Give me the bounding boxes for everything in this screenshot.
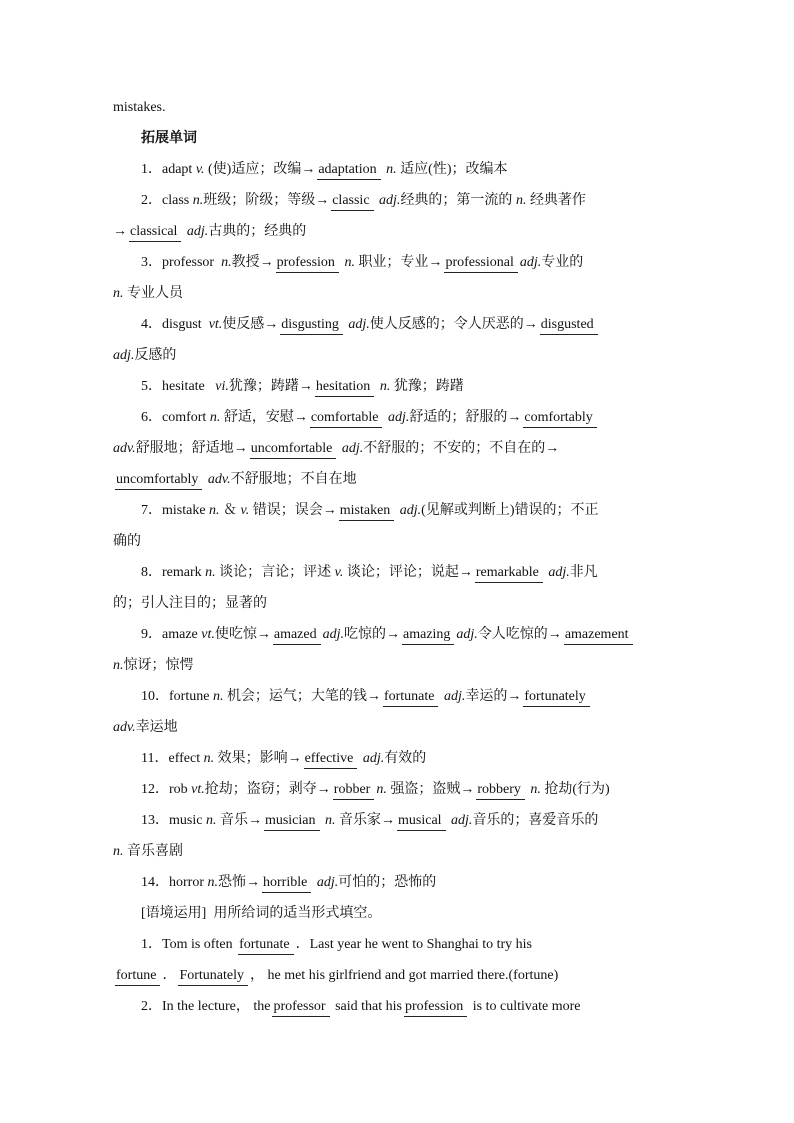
vocab-entry-7: 7．mistake n. ＆ v. 错误；误会→ mistaken adj.(见解或判断上)错误的；不正 确的 — [113, 503, 599, 549]
vocab-entry-4: 4．disgust vt.使反感→ disgusting adj.使人反感的；令人厌恶的→ disgusted adj.反感的 — [113, 309, 685, 371]
answer-blank: adaptation — [317, 161, 380, 180]
vocab-entry-3: 3．professor n.教授→ profession n. 职业；专业→ professional adj.专业的 n. 专业人员 — [113, 255, 584, 301]
answer-blank: amazed — [273, 626, 321, 645]
answer-blank: classic — [331, 192, 373, 211]
vocab-entry-13: 13．music n. 音乐→ musician n. 音乐家→ musical adj.音乐的；喜爱音乐的 n. 音乐喜剧 — [113, 813, 599, 859]
answer-blank: comfortable — [310, 409, 383, 428]
answer-blank: profession — [404, 998, 467, 1017]
answer-blank: Fortunately — [178, 967, 248, 986]
vocab-entry-8: 8．remark n. 谈论；言论；评述 v. 谈论；评论；说起→ remarkable adj.非凡 的；引人注目的；显著的 — [113, 565, 598, 611]
vocab-entry-5: 5．hesitate vi.犹豫；踌躇→ hesitation n. 犹豫；踌躇 — [113, 371, 685, 402]
answer-blank: uncomfortably — [115, 471, 202, 490]
answer-blank: effective — [304, 750, 358, 769]
vocab-entry-14: 14．horror n.恐怖→ horrible adj.可怕的；恐怖的 — [113, 867, 685, 898]
vocab-entry-10: 10．fortune n. 机会；运气；大笔的钱→ fortunate adj.幸运的→ fortunately adv.幸运地 — [113, 681, 685, 743]
answer-blank: amazing — [402, 626, 454, 645]
answer-blank: fortunate — [383, 688, 439, 707]
continuation-line: mistakes. — [113, 100, 166, 115]
answer-blank: fortune — [115, 967, 160, 986]
answer-blank: musical — [397, 812, 446, 831]
exercise-2: 2．In the lecture， the professor said that his profession is to cultivate more — [113, 991, 685, 1022]
answer-blank: musician — [264, 812, 320, 831]
answer-blank: disgusting — [280, 316, 343, 335]
vocab-entry-9: 9．amaze vt.使吃惊→ amazed adj.吃惊的→ amazing adj.令人吃惊的→ amazement n.惊讶；惊愕 — [113, 619, 685, 681]
exercise-1: 1．Tom is often fortunate ．Last year he went to Shanghai to try his fortune ． Fortunately ， he met his girlfriend and got married there.(fortune) — [113, 929, 685, 991]
answer-blank: professional — [444, 254, 517, 273]
section-title: 拓展单词 — [141, 131, 197, 146]
answer-blank: comfortably — [523, 409, 596, 428]
answer-blank: fortunate — [238, 936, 294, 955]
answer-blank: classical — [129, 223, 181, 242]
vocab-entry-2: 2．class n.班级；阶级；等级→ classic adj.经典的；第一流的 n. 经典著作 → classical adj.古典的；经典的 — [113, 185, 685, 247]
vocab-entry-11: 11．effect n. 效果；影响→ effective adj.有效的 — [113, 743, 685, 774]
vocab-entry-12: 12．rob vt.抢劫；盗窃；剥夺→ robber n. 强盗；盗贼→ robbery n. 抢劫(行为) — [113, 774, 685, 805]
vocab-entry-1: 1．adapt v. (使)适应；改编→ adaptation n. 适应(性)；改编本 — [113, 154, 685, 185]
answer-blank: horrible — [262, 874, 311, 893]
answer-blank: amazement — [564, 626, 633, 645]
document-page — [113, 92, 685, 1022]
answer-blank: robber — [333, 781, 375, 800]
answer-blank: profession — [276, 254, 339, 273]
answer-blank: disgusted — [540, 316, 598, 335]
vocab-entry-6: 6．comfort n. 舒适，安慰→ comfortable adj.舒适的；舒服的→ comfortably adv.舒服地；舒适地→ uncomfortable adj.不舒服的；不安的；不自在的→ uncomfortably adv.不舒服地；不自在地 — [113, 402, 685, 495]
answer-blank: hesitation — [315, 378, 374, 397]
answer-blank: robbery — [476, 781, 525, 800]
answer-blank: remarkable — [475, 564, 543, 583]
answer-blank: uncomfortable — [250, 440, 337, 459]
answer-blank: mistaken — [339, 502, 395, 521]
answer-blank: professor — [272, 998, 329, 1017]
answer-blank: fortunately — [523, 688, 589, 707]
context-heading: [语境运用] 用所给词的适当形式填空。 — [141, 906, 382, 921]
